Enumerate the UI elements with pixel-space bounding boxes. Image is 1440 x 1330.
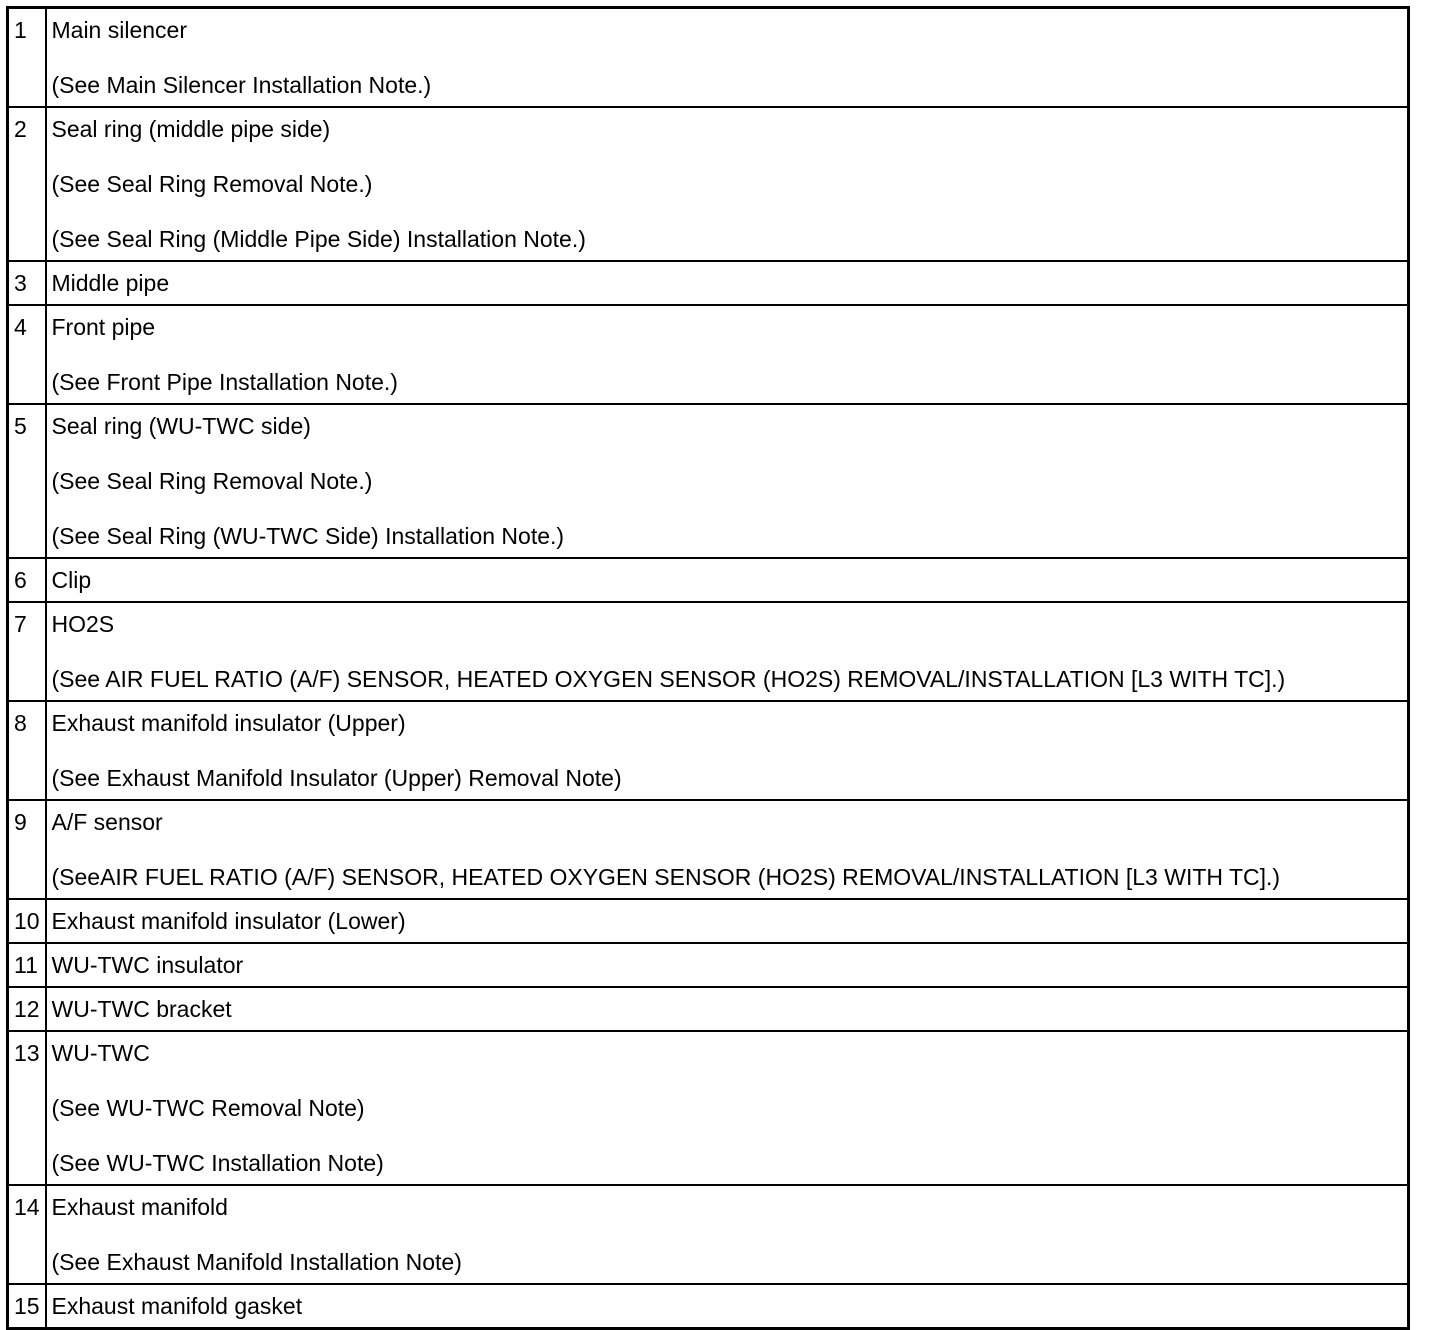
part-number: 9 [14, 809, 27, 835]
part-name: Exhaust manifold insulator (Upper) [51, 710, 406, 736]
part-number: 11 [14, 952, 38, 978]
part-number-cell [8, 899, 46, 943]
part-note: (See Main Silencer Installation Note.) [51, 72, 432, 98]
part-note: (See Seal Ring (Middle Pipe Side) Installation Note.) [51, 226, 586, 252]
part-number-cell [8, 1284, 46, 1329]
parts-table-body [8, 8, 1409, 1329]
part-description-cell [46, 899, 1409, 943]
part-name: A/F sensor [51, 809, 163, 835]
part-number-cell [8, 800, 46, 899]
table-row [8, 558, 1409, 602]
table-row [8, 1031, 1409, 1185]
part-description-cell [46, 701, 1409, 800]
part-note: (See AIR FUEL RATIO (A/F) SENSOR, HEATED OXYGEN SENSOR (HO2S) REMOVAL/INSTALLATION [L3 WITH TC].) [51, 666, 1286, 692]
part-note: (See WU-TWC Installation Note) [51, 1150, 384, 1176]
part-name: Clip [51, 567, 92, 593]
part-number-cell [8, 1031, 46, 1185]
table-row [8, 404, 1409, 558]
part-number: 2 [14, 116, 27, 142]
part-description-cell [46, 305, 1409, 404]
part-description-cell [46, 987, 1409, 1031]
part-name: Front pipe [51, 314, 156, 340]
part-description-cell [46, 1031, 1409, 1185]
part-number: 12 [14, 996, 40, 1022]
part-note: (See Front Pipe Installation Note.) [51, 369, 398, 395]
part-name: WU-TWC [51, 1040, 150, 1066]
part-description-cell [46, 1185, 1409, 1284]
table-row [8, 701, 1409, 800]
part-number-cell [8, 987, 46, 1031]
part-description-cell [46, 8, 1409, 108]
part-description-cell [46, 404, 1409, 558]
part-number-cell [8, 602, 46, 701]
table-row [8, 107, 1409, 261]
part-name: Exhaust manifold [51, 1194, 228, 1220]
part-name: Seal ring (middle pipe side) [51, 116, 331, 142]
part-description-cell [46, 107, 1409, 261]
part-number-cell [8, 8, 46, 108]
part-name: Middle pipe [51, 270, 170, 296]
part-number: 6 [14, 567, 27, 593]
part-note: (See WU-TWC Removal Note) [51, 1095, 365, 1121]
part-number: 4 [14, 314, 27, 340]
table-row [8, 602, 1409, 701]
table-row [8, 1185, 1409, 1284]
part-number: 7 [14, 611, 27, 637]
part-note: (See Exhaust Manifold Insulator (Upper) Removal Note) [51, 765, 622, 791]
part-number-cell [8, 701, 46, 800]
part-number-cell [8, 107, 46, 261]
table-row [8, 943, 1409, 987]
table-row [8, 1284, 1409, 1329]
part-name: WU-TWC bracket [51, 996, 232, 1022]
table-row [8, 8, 1409, 108]
part-number: 3 [14, 270, 27, 296]
part-number: 1 [14, 17, 27, 43]
part-number: 8 [14, 710, 27, 736]
table-row [8, 305, 1409, 404]
part-number-cell [8, 261, 46, 305]
part-note: (See Seal Ring Removal Note.) [51, 468, 373, 494]
part-number: 13 [14, 1040, 40, 1066]
table-row [8, 261, 1409, 305]
part-note: (SeeAIR FUEL RATIO (A/F) SENSOR, HEATED OXYGEN SENSOR (HO2S) REMOVAL/INSTALLATION [L3 WITH TC].) [51, 864, 1281, 890]
part-number-cell [8, 943, 46, 987]
table-row [8, 800, 1409, 899]
part-number: 5 [14, 413, 27, 439]
part-number-cell [8, 1185, 46, 1284]
part-number-cell [8, 558, 46, 602]
part-description-cell [46, 943, 1409, 987]
part-name: Exhaust manifold gasket [51, 1293, 303, 1319]
part-name: WU-TWC insulator [51, 952, 244, 978]
part-description-cell [46, 261, 1409, 305]
part-name: HO2S [51, 611, 115, 637]
parts-table [6, 6, 1410, 1330]
part-note: (See Exhaust Manifold Installation Note) [51, 1249, 462, 1275]
part-number: 14 [14, 1194, 40, 1220]
part-description-cell [46, 1284, 1409, 1329]
part-description-cell [46, 558, 1409, 602]
table-row [8, 899, 1409, 943]
part-description-cell [46, 602, 1409, 701]
part-note: (See Seal Ring Removal Note.) [51, 171, 373, 197]
part-description-cell [46, 800, 1409, 899]
table-row [8, 987, 1409, 1031]
part-note: (See Seal Ring (WU-TWC Side) Installation Note.) [51, 523, 565, 549]
part-number-cell [8, 305, 46, 404]
part-name: Main silencer [51, 17, 187, 43]
part-number-cell [8, 404, 46, 558]
part-name: Seal ring (WU-TWC side) [51, 413, 311, 439]
part-number: 10 [14, 908, 40, 934]
part-number: 15 [14, 1293, 40, 1319]
part-name: Exhaust manifold insulator (Lower) [51, 908, 406, 934]
